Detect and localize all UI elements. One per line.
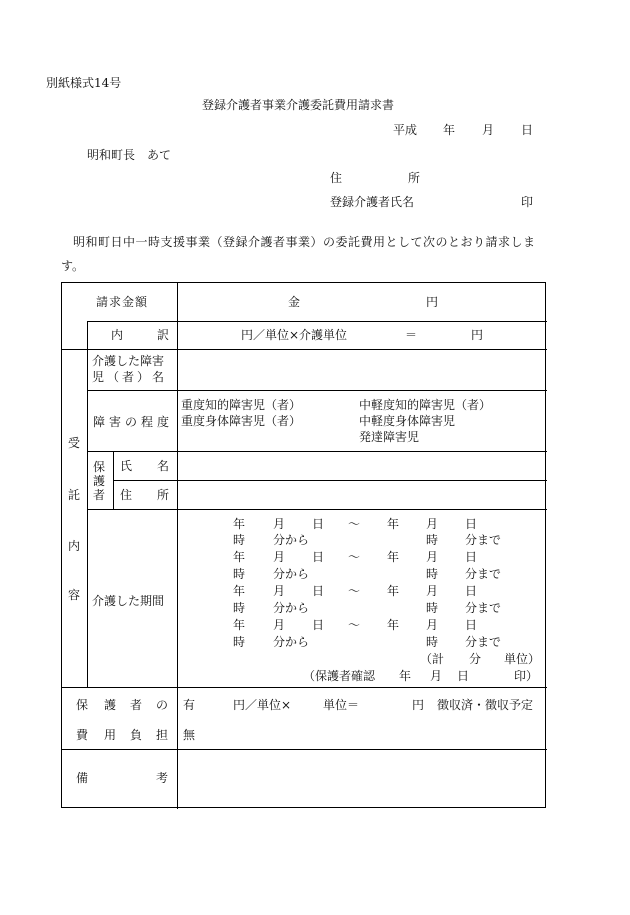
rule-left-col <box>87 321 88 687</box>
rule-claim <box>87 321 547 322</box>
rule-guardian-name <box>113 480 547 481</box>
remarks-label-a: 備 <box>76 771 89 785</box>
breakdown-label-a: 内 <box>111 328 124 342</box>
cared-child-label-line1: 介護した障害 <box>92 354 165 368</box>
burden-label-l1-3: 者 <box>130 698 143 712</box>
section-label-3: 内 <box>68 539 81 553</box>
period-row-3-tilde: 〜 <box>348 584 361 598</box>
guardian-label-1: 保 <box>93 460 106 474</box>
burden-label-l2-1: 費 <box>76 728 89 742</box>
claim-label: 請求金額 <box>96 295 149 309</box>
period-row-2-tilde: 〜 <box>348 550 361 564</box>
breakdown-eq: ＝ <box>405 328 418 342</box>
period-row-3-from-hour: 時 <box>233 601 246 615</box>
period-row-2-from-day: 日 <box>312 550 325 564</box>
addressee: 明和町長 あて <box>87 148 172 162</box>
period-label: 介護した期間 <box>92 594 165 608</box>
period-row-2-from-month: 月 <box>273 550 286 564</box>
claim-kin: 金 <box>288 295 301 309</box>
address-label-b: 所 <box>408 171 421 185</box>
period-row-1-to-minute: 分まで <box>465 533 502 547</box>
period-row-3-to-minute: 分まで <box>465 601 502 615</box>
date-year: 年 <box>443 123 456 137</box>
period-row-4-to-month: 月 <box>426 618 439 632</box>
confirm-label: （保護者確認 <box>303 669 376 683</box>
period-row-1-from-month: 月 <box>273 517 286 531</box>
period-row-1-to-day: 日 <box>465 517 478 531</box>
period-row-1-from-minute: 分から <box>273 533 310 547</box>
burden-units: 単位＝ <box>323 698 360 712</box>
period-row-4-from-year: 年 <box>233 618 246 632</box>
claim-yen: 円 <box>426 295 439 309</box>
period-row-4-from-month: 月 <box>273 618 286 632</box>
period-row-1-from-day: 日 <box>312 517 325 531</box>
burden-no: 無 <box>183 728 196 742</box>
period-row-2-to-year: 年 <box>387 550 400 564</box>
guardian-label-3: 者 <box>93 488 106 502</box>
confirm-day: 日 <box>457 669 470 683</box>
period-row-3-from-year: 年 <box>233 584 246 598</box>
confirm-seal: 印） <box>514 669 539 683</box>
burden-label-l1-2: 護 <box>104 698 117 712</box>
period-row-2-from-hour: 時 <box>233 567 246 581</box>
disability-label: 障害の程度 <box>93 415 174 429</box>
breakdown-formula: 円／単位×介護単位 <box>241 328 348 342</box>
period-row-4-from-hour: 時 <box>233 635 246 649</box>
breakdown-label-b: 訳 <box>157 328 170 342</box>
section-label-2: 託 <box>68 488 81 502</box>
period-row-1-tilde: 〜 <box>348 517 361 531</box>
period-row-2-to-minute: 分まで <box>465 567 502 581</box>
rule-guardian-col <box>113 451 114 509</box>
guardian-label-2: 護 <box>93 474 106 488</box>
period-row-2-to-hour: 時 <box>426 567 439 581</box>
burden-label-l2-2: 用 <box>104 728 117 742</box>
disability-option-severe-physical: 重度身体障害児（者） <box>181 414 302 428</box>
seal-mark: 印 <box>521 195 534 209</box>
guardian-name-label-a: 氏 <box>120 459 133 473</box>
rule-guardian <box>87 509 547 510</box>
period-row-1-to-year: 年 <box>387 517 400 531</box>
period-row-3-to-day: 日 <box>465 584 478 598</box>
period-row-4-from-minute: 分から <box>273 635 310 649</box>
guardian-address-label-b: 所 <box>157 488 170 502</box>
period-row-3-to-month: 月 <box>426 584 439 598</box>
guardian-name-label-b: 名 <box>157 459 170 473</box>
period-row-1-to-month: 月 <box>426 517 439 531</box>
period-row-2-from-year: 年 <box>233 550 246 564</box>
period-row-3-to-year: 年 <box>387 584 400 598</box>
period-row-1-from-hour: 時 <box>233 533 246 547</box>
burden-yen: 円 <box>412 698 425 712</box>
period-row-4-from-day: 日 <box>312 618 325 632</box>
disability-option-mild-intellectual: 中軽度知的障害児（者） <box>359 398 492 412</box>
confirm-year: 年 <box>399 669 412 683</box>
disability-option-developmental: 発達障害児 <box>359 430 420 444</box>
period-row-3-to-hour: 時 <box>426 601 439 615</box>
period-row-3-from-month: 月 <box>273 584 286 598</box>
rule-child <box>87 390 547 391</box>
rule-label-col <box>177 283 178 809</box>
rule-period <box>62 687 547 688</box>
section-label-4: 容 <box>68 588 81 602</box>
burden-yes: 有 <box>183 698 196 712</box>
body-text-line1: 明和町日中一時支援事業（登録介護者事業）の委託費用として次のとおり請求しま <box>73 235 536 249</box>
rule-disability <box>87 451 547 452</box>
period-row-4-to-day: 日 <box>465 618 478 632</box>
total-units: 単位） <box>504 652 541 666</box>
body-text-line2: す。 <box>61 259 85 273</box>
period-row-1-to-hour: 時 <box>426 533 439 547</box>
total-minutes: 分 <box>469 652 482 666</box>
rule-burden <box>62 749 547 750</box>
burden-collection-status: 徴収済・徴収予定 <box>437 698 534 712</box>
document-title: 登録介護者事業介護委託費用請求書 <box>202 98 395 112</box>
confirm-month: 月 <box>430 669 443 683</box>
period-row-1-from-year: 年 <box>233 517 246 531</box>
period-row-4-to-minute: 分まで <box>465 635 502 649</box>
burden-label-l2-4: 担 <box>156 728 169 742</box>
claim-table <box>61 282 546 808</box>
section-label-1: 受 <box>68 436 81 450</box>
total-open: （計 <box>420 652 445 666</box>
burden-label-l1-4: の <box>156 698 169 712</box>
cared-child-label-line2: 児（者）名 <box>92 370 168 384</box>
period-row-2-to-month: 月 <box>426 550 439 564</box>
period-row-2-from-minute: 分から <box>273 567 310 581</box>
rule-breakdown <box>62 349 547 350</box>
breakdown-yen: 円 <box>471 328 484 342</box>
burden-per-unit: 円／単位× <box>233 698 292 712</box>
remarks-label-b: 考 <box>156 771 169 785</box>
period-row-2-to-day: 日 <box>465 550 478 564</box>
disability-option-severe-intellectual: 重度知的障害児（者） <box>181 398 302 412</box>
burden-label-l1-1: 保 <box>76 698 89 712</box>
address-label-a: 住 <box>330 171 343 185</box>
date-month: 月 <box>482 123 495 137</box>
period-row-3-from-minute: 分から <box>273 601 310 615</box>
burden-label-l2-3: 負 <box>130 728 143 742</box>
period-row-3-from-day: 日 <box>312 584 325 598</box>
form-number: 別紙様式14号 <box>46 76 122 90</box>
period-row-4-tilde: 〜 <box>348 618 361 632</box>
date-day: 日 <box>521 123 534 137</box>
date-era: 平成 <box>393 123 418 137</box>
period-row-4-to-year: 年 <box>387 618 400 632</box>
period-row-4-to-hour: 時 <box>426 635 439 649</box>
guardian-address-label-a: 住 <box>120 488 133 502</box>
disability-option-mild-physical: 中軽度身体障害児 <box>359 414 456 428</box>
caregiver-name-label: 登録介護者氏名 <box>330 195 415 209</box>
